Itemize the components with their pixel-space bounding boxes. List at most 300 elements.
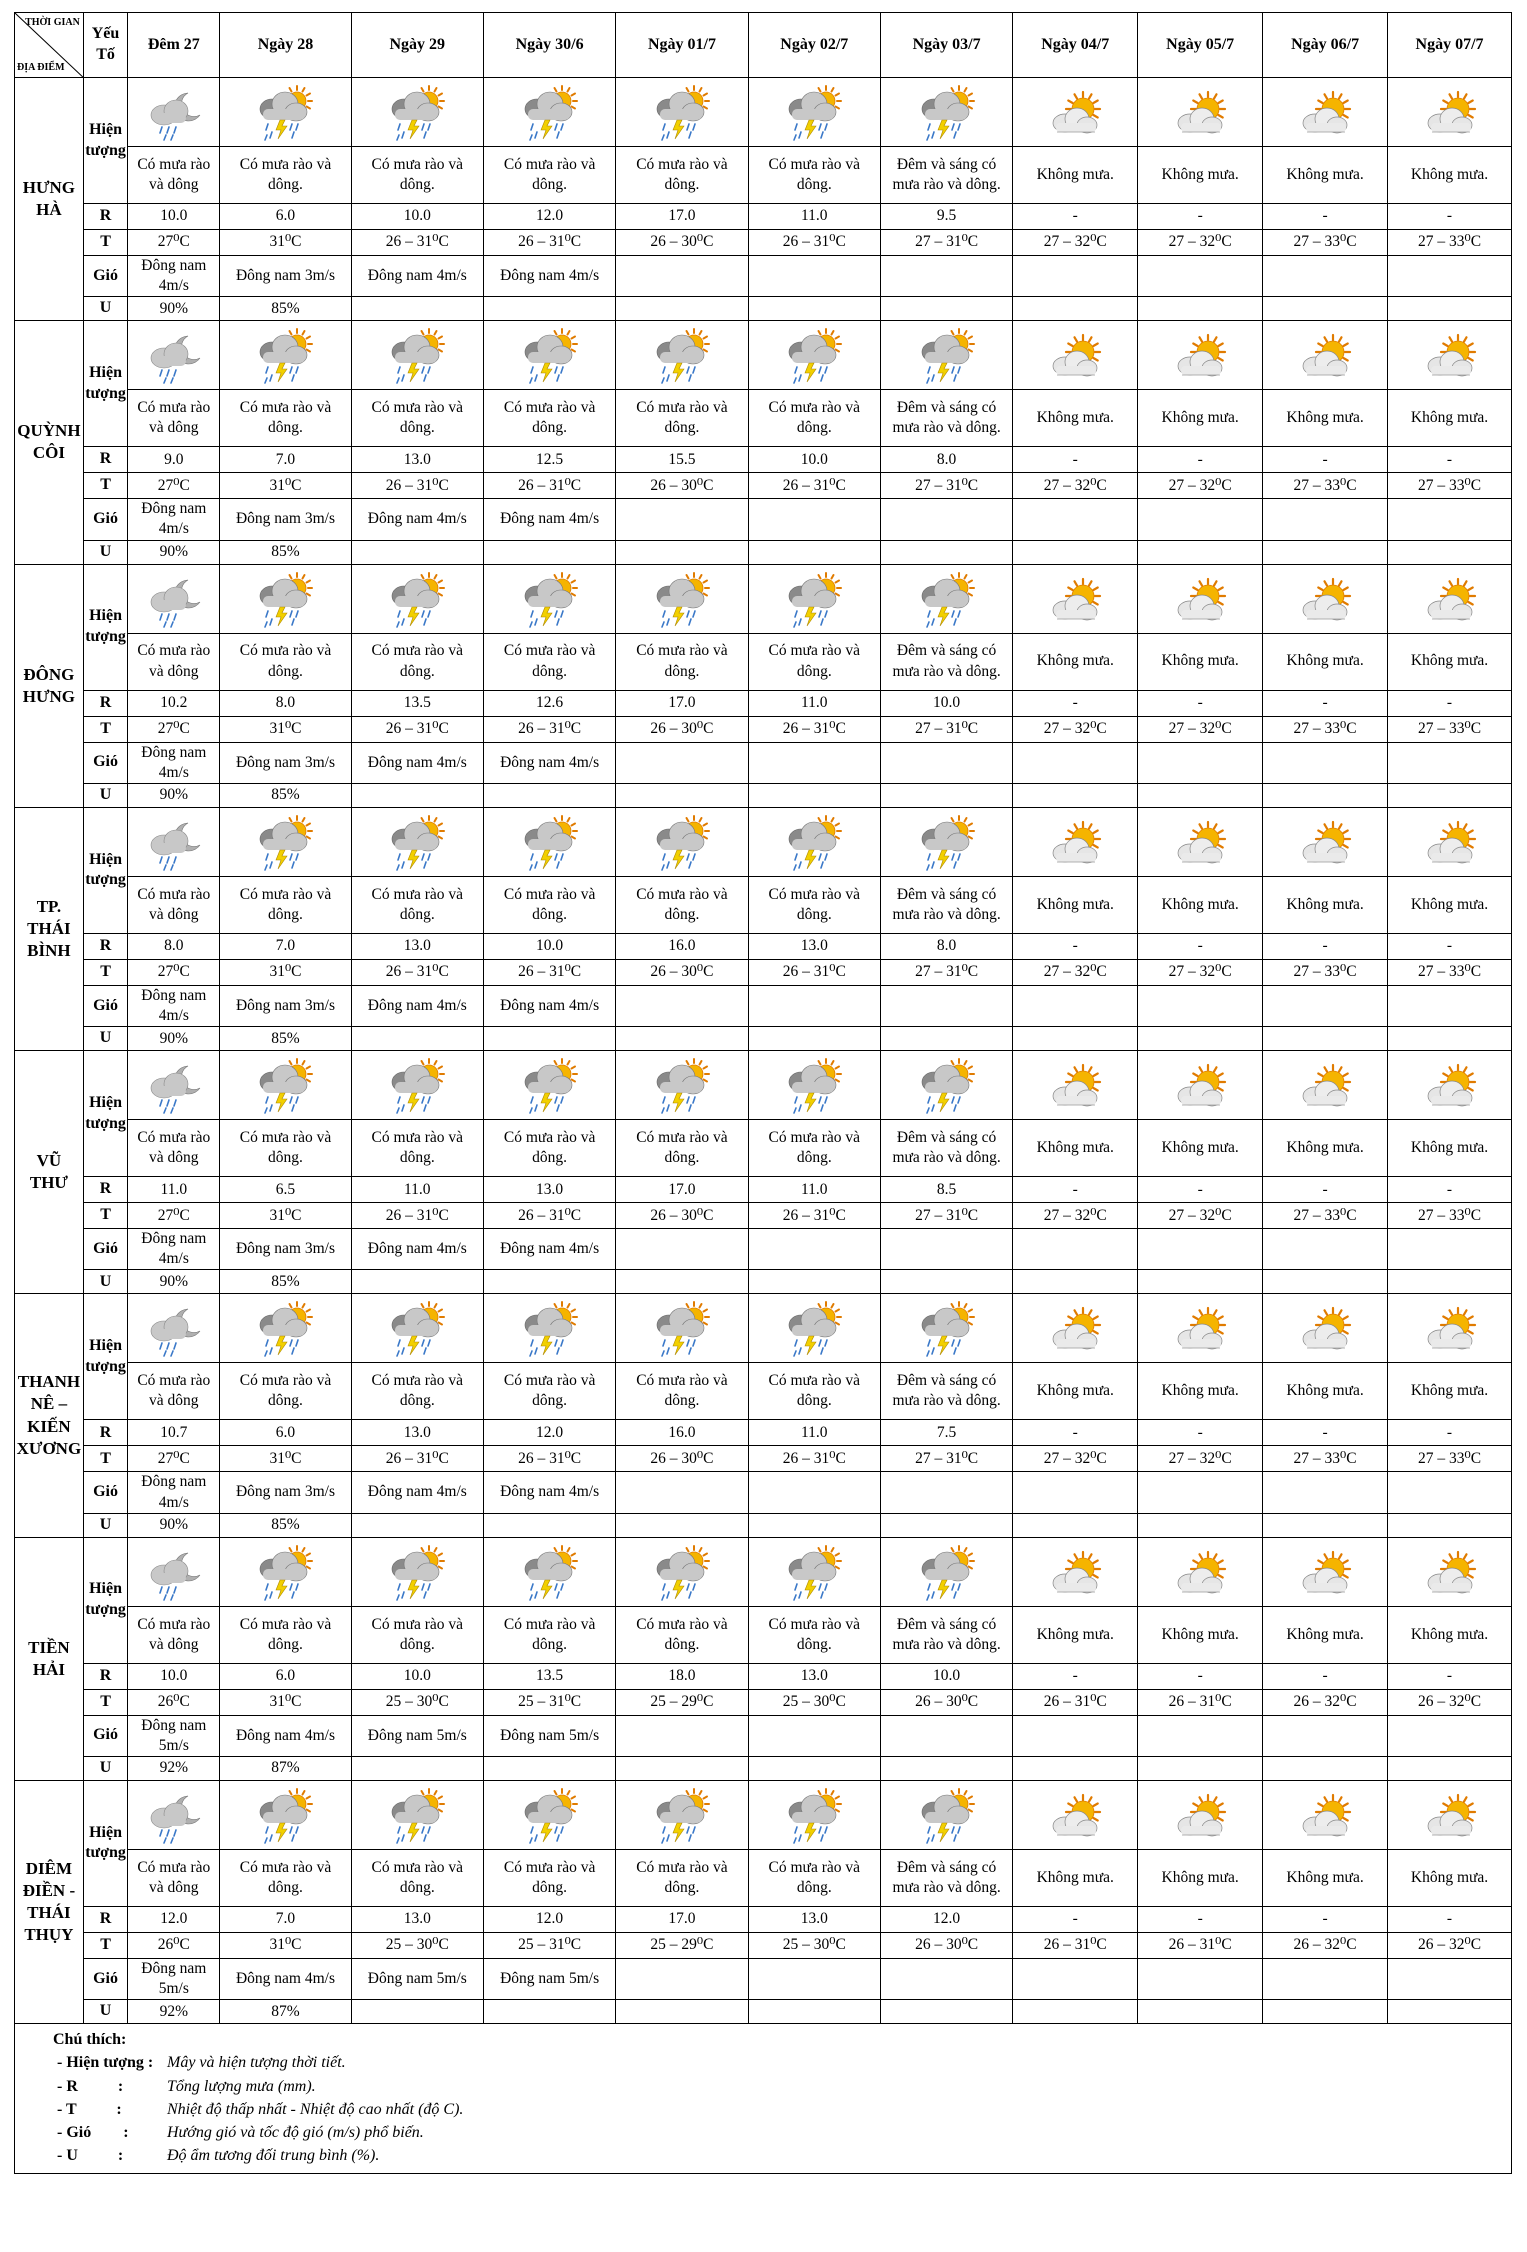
temp-cell: 27 – 33⁰C (1388, 1446, 1512, 1472)
icon-row (15, 321, 1512, 390)
weather-icon-cell (351, 1537, 483, 1606)
humidity-cell (748, 297, 880, 321)
partly-sunny-icon (1264, 1545, 1386, 1603)
wind-cell: Đông nam 4m/s (351, 256, 483, 297)
weather-icon-cell (220, 321, 351, 390)
weather-icon-cell (1138, 807, 1263, 876)
rain-cell: 7.0 (220, 447, 351, 473)
wind-cell: Đông nam 4m/s (128, 499, 220, 540)
note-key: - Gió : (57, 2124, 129, 2141)
weather-icon-cell (1138, 1537, 1263, 1606)
temp-cell: 27 – 31⁰C (880, 230, 1012, 256)
rain-cell: - (1388, 933, 1512, 959)
rain-cell: 13.0 (351, 1420, 483, 1446)
rain-cell: 8.0 (880, 933, 1012, 959)
temp-cell: 25 – 31⁰C (483, 1689, 615, 1715)
weather-icon-cell (483, 564, 615, 633)
weather-icon-cell (1138, 78, 1263, 147)
rain-cell: - (1388, 204, 1512, 230)
phenomenon-cell: Có mưa rào và dông. (616, 876, 748, 933)
location-name: TP. THÁI BÌNH (15, 807, 84, 1050)
wind-cell (1388, 985, 1512, 1026)
rain-cell: - (1388, 1177, 1512, 1203)
humidity-cell (1388, 540, 1512, 564)
humidity-cell (1263, 1027, 1388, 1051)
wind-label: Gió (83, 256, 127, 297)
phenomenon-cell: Có mưa rào và dông. (220, 147, 351, 204)
wind-cell: Đông nam 3m/s (220, 1472, 351, 1513)
thunderstorm-sun-icon (617, 1301, 746, 1359)
rain-cell: 8.0 (128, 933, 220, 959)
rain-cell: 11.0 (748, 690, 880, 716)
temp-cell: 26 – 30⁰C (616, 230, 748, 256)
rain-cell: 11.0 (128, 1177, 220, 1203)
temp-cell: 31⁰C (220, 230, 351, 256)
rain-cell: 12.0 (880, 1906, 1012, 1932)
thunderstorm-sun-icon (882, 1545, 1011, 1603)
phenomenon-row (15, 1120, 1512, 1177)
wind-label: Gió (83, 1229, 127, 1270)
phenomenon-cell: Không mưa. (1263, 876, 1388, 933)
humidity-cell (1013, 1756, 1138, 1780)
humidity-cell (1263, 1513, 1388, 1537)
phenomenon-cell: Không mưa. (1013, 1849, 1138, 1906)
temp-row (15, 716, 1512, 742)
weather-icon-cell (616, 564, 748, 633)
day-header: Ngày 03/7 (880, 13, 1012, 78)
location-name: ĐÔNG HƯNG (15, 564, 84, 807)
partly-sunny-icon (1139, 1788, 1261, 1846)
humidity-cell: 90% (128, 1270, 220, 1294)
weather-icon-cell (483, 78, 615, 147)
phenomenon-cell: Đêm và sáng có mưa rào và dông. (880, 633, 1012, 690)
note-value: Nhiệt độ thấp nhất - Nhiệt độ cao nhất (độ C). (167, 2100, 464, 2118)
phenomenon-cell: Có mưa rào và dông (128, 1363, 220, 1420)
wind-cell: Đông nam 5m/s (483, 1715, 615, 1756)
partly-sunny-icon (1014, 328, 1136, 386)
temp-cell: 26 – 31⁰C (483, 230, 615, 256)
icon-row (15, 807, 1512, 876)
temp-cell: 26 – 31⁰C (483, 1203, 615, 1229)
wind-cell (616, 1472, 748, 1513)
rain-cell: 8.0 (220, 690, 351, 716)
temp-row (15, 1203, 1512, 1229)
wind-cell: Đông nam 3m/s (220, 985, 351, 1026)
phenomenon-cell: Không mưa. (1013, 633, 1138, 690)
wind-cell: Đông nam 4m/s (128, 256, 220, 297)
rain-label: R (83, 1177, 127, 1203)
wind-row (15, 1229, 1512, 1270)
phenomenon-cell: Không mưa. (1388, 1849, 1512, 1906)
thunderstorm-sun-icon (353, 572, 482, 630)
temp-row (15, 473, 1512, 499)
temp-cell: 27 – 31⁰C (880, 473, 1012, 499)
rain-cell: 17.0 (616, 1906, 748, 1932)
thunderstorm-sun-icon (882, 1058, 1011, 1116)
weather-icon-cell (1138, 564, 1263, 633)
header-row (15, 13, 1512, 78)
rain-cell: - (1388, 1906, 1512, 1932)
weather-icon-cell (616, 807, 748, 876)
partly-sunny-icon (1139, 1058, 1261, 1116)
temp-cell: 26 – 31⁰C (351, 230, 483, 256)
wind-cell: Đông nam 4m/s (128, 1229, 220, 1270)
thunderstorm-sun-icon (750, 1788, 879, 1846)
weather-icon-cell (1263, 78, 1388, 147)
humidity-cell (1263, 783, 1388, 807)
partly-sunny-icon (1264, 328, 1386, 386)
phenomenon-cell: Có mưa rào và dông. (483, 1606, 615, 1663)
rain-cell: 7.0 (220, 1906, 351, 1932)
weather-icon-cell (880, 564, 1012, 633)
forecast-body (15, 78, 1512, 2024)
rain-cell: 13.0 (351, 933, 483, 959)
thunderstorm-sun-icon (750, 1301, 879, 1359)
phenomenon-cell: Không mưa. (1388, 1606, 1512, 1663)
phenomenon-label: Hiện tượng (83, 807, 127, 933)
rain-cell: 13.0 (351, 1906, 483, 1932)
rain-label: R (83, 204, 127, 230)
rain-cell: - (1138, 1177, 1263, 1203)
wind-cell: Đông nam 4m/s (483, 1229, 615, 1270)
humidity-cell (351, 1270, 483, 1294)
rain-cell: 12.0 (483, 1906, 615, 1932)
weather-icon-cell (1263, 807, 1388, 876)
temp-cell: 27 – 32⁰C (1138, 230, 1263, 256)
weather-icon-cell (1138, 321, 1263, 390)
temp-label: T (83, 1689, 127, 1715)
wind-label: Gió (83, 742, 127, 783)
weather-icon-cell (1013, 1051, 1138, 1120)
wind-cell (1263, 1229, 1388, 1270)
phenomenon-cell: Có mưa rào và dông. (483, 633, 615, 690)
humidity-cell (1388, 1513, 1512, 1537)
rain-cell: - (1388, 1663, 1512, 1689)
temp-cell: 26 – 30⁰C (616, 473, 748, 499)
corner-time-label: THỜI GIAN (25, 17, 80, 28)
phenomenon-cell: Có mưa rào và dông. (748, 1120, 880, 1177)
rain-cell: 12.0 (483, 1420, 615, 1446)
wind-cell (1013, 1229, 1138, 1270)
thunderstorm-sun-icon (221, 815, 349, 873)
weather-icon-cell (1013, 1537, 1138, 1606)
weather-icon-cell (483, 1780, 615, 1849)
humidity-cell (880, 1756, 1012, 1780)
wind-label: Gió (83, 499, 127, 540)
phenomenon-cell: Có mưa rào và dông. (351, 1606, 483, 1663)
humidity-cell (616, 297, 748, 321)
humidity-cell (616, 1027, 748, 1051)
wind-row (15, 985, 1512, 1026)
humidity-cell (1013, 540, 1138, 564)
weather-icon-cell (1388, 807, 1512, 876)
rain-cell: - (1013, 447, 1138, 473)
temp-cell: 26 – 31⁰C (748, 1446, 880, 1472)
phenomenon-cell: Có mưa rào và dông (128, 147, 220, 204)
weather-icon-cell (1138, 1780, 1263, 1849)
phenomenon-row (15, 1363, 1512, 1420)
temp-cell: 27 – 33⁰C (1388, 1203, 1512, 1229)
wind-cell (1388, 742, 1512, 783)
wind-cell (880, 256, 1012, 297)
phenomenon-cell: Không mưa. (1013, 1606, 1138, 1663)
wind-cell (616, 1229, 748, 1270)
rain-cell: 11.0 (748, 204, 880, 230)
humidity-cell (616, 1270, 748, 1294)
temp-cell: 26 – 32⁰C (1263, 1689, 1388, 1715)
wind-cell (880, 742, 1012, 783)
rain-cell: 6.0 (220, 1663, 351, 1689)
phenomenon-cell: Có mưa rào và dông. (616, 1606, 748, 1663)
humidity-cell (1388, 1270, 1512, 1294)
rain-cell: - (1013, 204, 1138, 230)
partly-sunny-icon (1014, 572, 1136, 630)
partly-sunny-icon (1014, 1301, 1136, 1359)
phenomenon-cell: Có mưa rào và dông. (748, 1849, 880, 1906)
wind-cell (748, 1958, 880, 1999)
temp-cell: 27⁰C (128, 1203, 220, 1229)
wind-cell (616, 256, 748, 297)
thunderstorm-sun-icon (221, 572, 349, 630)
weather-icon-cell (616, 1294, 748, 1363)
rain-cell: 13.0 (748, 1906, 880, 1932)
rain-row (15, 204, 1512, 230)
wind-cell: Đông nam 5m/s (351, 1958, 483, 1999)
humidity-cell (880, 1027, 1012, 1051)
partly-sunny-icon (1264, 815, 1386, 873)
rain-cell: 7.5 (880, 1420, 1012, 1446)
wind-cell (616, 499, 748, 540)
temp-cell: 27 – 32⁰C (1013, 230, 1138, 256)
rain-cell: - (1263, 1420, 1388, 1446)
thunderstorm-sun-icon (353, 1788, 482, 1846)
phenomenon-label: Hiện tượng (83, 1294, 127, 1420)
weather-icon-cell (351, 78, 483, 147)
rain-cell: 11.0 (351, 1177, 483, 1203)
weather-icon-cell (1013, 807, 1138, 876)
rain-cell: 7.0 (220, 933, 351, 959)
phenomenon-label: Hiện tượng (83, 564, 127, 690)
weather-icon-cell (220, 1051, 351, 1120)
phenomenon-cell: Có mưa rào và dông. (351, 1120, 483, 1177)
humidity-cell (748, 1270, 880, 1294)
humidity-cell: 85% (220, 1027, 351, 1051)
phenomenon-cell: Có mưa rào và dông. (220, 1120, 351, 1177)
icon-row (15, 564, 1512, 633)
temp-cell: 27 – 31⁰C (880, 959, 1012, 985)
wind-cell: Đông nam 4m/s (483, 1472, 615, 1513)
temp-cell: 26 – 32⁰C (1263, 1932, 1388, 1958)
rain-cell: - (1263, 204, 1388, 230)
rain-cell: 12.0 (483, 204, 615, 230)
humidity-cell (483, 783, 615, 807)
thunderstorm-sun-icon (353, 1545, 482, 1603)
wind-cell (1263, 1715, 1388, 1756)
location-name: VŨ THƯ (15, 1051, 84, 1294)
temp-cell: 27 – 32⁰C (1138, 959, 1263, 985)
humidity-cell (351, 1513, 483, 1537)
humidity-cell (483, 1270, 615, 1294)
humidity-cell (351, 540, 483, 564)
day-header: Ngày 02/7 (748, 13, 880, 78)
temp-cell: 27 – 32⁰C (1013, 959, 1138, 985)
temp-cell: 26⁰C (128, 1689, 220, 1715)
humidity-cell: 90% (128, 1513, 220, 1537)
weather-icon-cell (880, 1537, 1012, 1606)
phenomenon-cell: Có mưa rào và dông. (483, 876, 615, 933)
temp-cell: 27 – 31⁰C (880, 1203, 1012, 1229)
day-header: Ngày 06/7 (1263, 13, 1388, 78)
phenomenon-cell: Không mưa. (1388, 633, 1512, 690)
factor-header: Yếu Tố (83, 13, 127, 78)
phenomenon-cell: Không mưa. (1138, 876, 1263, 933)
humidity-cell (1138, 297, 1263, 321)
wind-cell (1013, 1472, 1138, 1513)
temp-cell: 27 – 32⁰C (1138, 1203, 1263, 1229)
phenomenon-cell: Không mưa. (1138, 1849, 1263, 1906)
humidity-cell: 92% (128, 1756, 220, 1780)
partly-sunny-icon (1389, 1545, 1510, 1603)
humidity-row (15, 297, 1512, 321)
note-line (15, 2051, 1511, 2074)
thunderstorm-sun-icon (750, 328, 879, 386)
humidity-cell (1138, 1513, 1263, 1537)
rain-cell: 11.0 (748, 1177, 880, 1203)
rain-cell: 10.0 (128, 1663, 220, 1689)
phenomenon-cell: Không mưa. (1263, 1606, 1388, 1663)
weather-icon-cell (128, 78, 220, 147)
night-cloud-rain-icon (129, 328, 218, 386)
partly-sunny-icon (1139, 815, 1261, 873)
wind-cell: Đông nam 3m/s (220, 742, 351, 783)
weather-icon-cell (1013, 1294, 1138, 1363)
phenomenon-cell: Không mưa. (1263, 1120, 1388, 1177)
wind-cell (748, 256, 880, 297)
wind-cell: Đông nam 5m/s (483, 1958, 615, 1999)
temp-cell: 25 – 30⁰C (748, 1689, 880, 1715)
phenomenon-cell: Không mưa. (1388, 390, 1512, 447)
rain-cell: - (1013, 1177, 1138, 1203)
temp-cell: 27 – 33⁰C (1388, 716, 1512, 742)
phenomenon-cell: Có mưa rào và dông. (351, 633, 483, 690)
phenomenon-cell: Có mưa rào và dông. (483, 390, 615, 447)
phenomenon-cell: Có mưa rào và dông. (220, 876, 351, 933)
wind-cell (1013, 985, 1138, 1026)
weather-icon-cell (748, 1780, 880, 1849)
humidity-cell (880, 297, 1012, 321)
day-header: Ngày 04/7 (1013, 13, 1138, 78)
icon-row (15, 1537, 1512, 1606)
temp-cell: 27 – 33⁰C (1263, 959, 1388, 985)
phenomenon-cell: Không mưa. (1013, 1120, 1138, 1177)
humidity-cell (1138, 1027, 1263, 1051)
rain-label: R (83, 1420, 127, 1446)
wind-cell: Đông nam 4m/s (128, 985, 220, 1026)
weather-icon-cell (1263, 1051, 1388, 1120)
temp-cell: 27⁰C (128, 473, 220, 499)
weather-icon-cell (748, 321, 880, 390)
thunderstorm-sun-icon (353, 1301, 482, 1359)
note-key: - R : (57, 2077, 124, 2095)
temp-cell: 31⁰C (220, 1203, 351, 1229)
weather-icon-cell (880, 1780, 1012, 1849)
rain-cell: 17.0 (616, 1177, 748, 1203)
partly-sunny-icon (1389, 85, 1510, 143)
temp-cell: 27⁰C (128, 230, 220, 256)
weather-icon-cell (1388, 1051, 1512, 1120)
note-key: - T : (57, 2100, 122, 2118)
weather-icon-cell (748, 1537, 880, 1606)
night-cloud-rain-icon (129, 1058, 218, 1116)
thunderstorm-sun-icon (485, 1058, 614, 1116)
wind-cell (1138, 742, 1263, 783)
temp-cell: 25 – 29⁰C (616, 1932, 748, 1958)
weather-icon-cell (220, 78, 351, 147)
icon-row (15, 1294, 1512, 1363)
humidity-cell (1263, 2000, 1388, 2024)
rain-cell: 15.5 (616, 447, 748, 473)
temp-cell: 27 – 32⁰C (1013, 1446, 1138, 1472)
wind-row (15, 1472, 1512, 1513)
rain-cell: - (1263, 690, 1388, 716)
phenomenon-cell: Có mưa rào và dông (128, 1849, 220, 1906)
phenomenon-cell: Có mưa rào và dông. (483, 147, 615, 204)
weather-icon-cell (880, 321, 1012, 390)
note-line (15, 2121, 1511, 2144)
temp-cell: 27 – 32⁰C (1013, 473, 1138, 499)
rain-cell: - (1138, 1906, 1263, 1932)
humidity-label: U (83, 2000, 127, 2024)
wind-cell (1013, 1715, 1138, 1756)
humidity-cell (1138, 540, 1263, 564)
rain-cell: - (1263, 447, 1388, 473)
thunderstorm-sun-icon (485, 85, 614, 143)
humidity-cell (748, 1756, 880, 1780)
phenomenon-cell: Không mưa. (1263, 1363, 1388, 1420)
humidity-cell (1013, 2000, 1138, 2024)
weather-icon-cell (1138, 1051, 1263, 1120)
humidity-cell (351, 1756, 483, 1780)
humidity-cell (1263, 540, 1388, 564)
phenomenon-cell: Không mưa. (1138, 1120, 1263, 1177)
partly-sunny-icon (1264, 85, 1386, 143)
humidity-cell: 85% (220, 1513, 351, 1537)
note-value: Hướng gió và tốc độ gió (m/s) phổ biến. (167, 2124, 424, 2141)
humidity-cell (748, 1027, 880, 1051)
temp-cell: 26 – 30⁰C (880, 1689, 1012, 1715)
night-cloud-rain-icon (129, 85, 218, 143)
wind-cell (1263, 742, 1388, 783)
temp-cell: 26 – 32⁰C (1388, 1689, 1512, 1715)
wind-cell (880, 1715, 1012, 1756)
humidity-cell (616, 1756, 748, 1780)
phenomenon-cell: Có mưa rào và dông. (351, 876, 483, 933)
humidity-cell (616, 540, 748, 564)
weather-icon-cell (483, 1537, 615, 1606)
temp-row (15, 959, 1512, 985)
humidity-row (15, 2000, 1512, 2024)
humidity-cell (1013, 783, 1138, 807)
thunderstorm-sun-icon (485, 1301, 614, 1359)
weather-icon-cell (351, 321, 483, 390)
humidity-cell: 85% (220, 540, 351, 564)
temp-label: T (83, 230, 127, 256)
temp-cell: 27⁰C (128, 1446, 220, 1472)
rain-cell: 9.0 (128, 447, 220, 473)
icon-row (15, 78, 1512, 147)
phenomenon-row (15, 147, 1512, 204)
rain-cell: 12.5 (483, 447, 615, 473)
